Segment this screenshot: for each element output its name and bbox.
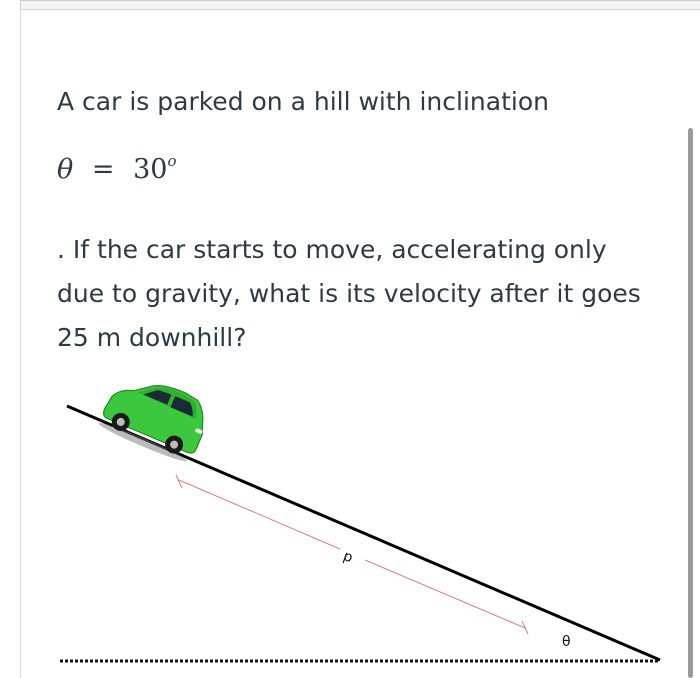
degree-superscript: o xyxy=(167,152,177,170)
car-icon xyxy=(97,366,215,466)
distance-line-upper xyxy=(179,480,340,549)
angle-value: 30 xyxy=(133,154,168,185)
distance-label: d xyxy=(340,548,355,567)
question-intro: A car is parked on a hill with inclination xyxy=(57,87,549,116)
question-body: . If the car starts to move, accelerating only due to gravity, what is its velocity after it goes 25 m downhill? xyxy=(57,235,641,352)
equals-sign: = xyxy=(91,154,115,185)
angle-label: θ xyxy=(562,634,571,650)
distance-tick-start xyxy=(176,475,182,488)
theta-symbol: θ xyxy=(57,154,74,185)
distance-measure xyxy=(176,475,528,634)
distance-line-lower xyxy=(365,560,525,628)
